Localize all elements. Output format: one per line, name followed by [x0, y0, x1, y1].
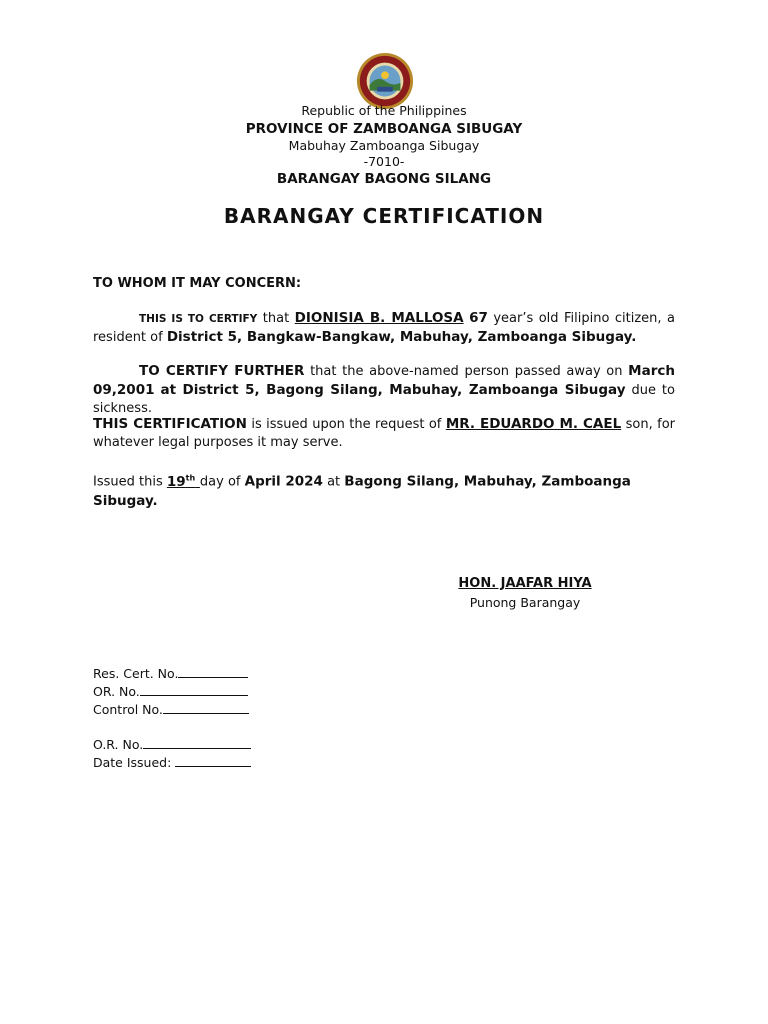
res-cert-label: Res. Cert. No.	[93, 666, 179, 681]
deceased-age: 67	[469, 310, 488, 326]
header-barangay: BARANGAY BAGONG SILANG	[276, 171, 492, 187]
issued-day	[167, 474, 200, 490]
requester-name: MR. EDUARDO M. CAEL	[445, 416, 622, 432]
control-no-line	[163, 702, 249, 714]
issued-dayof: day of	[199, 474, 241, 490]
header-zip: -7010-	[363, 154, 405, 169]
or-no2-field	[93, 737, 251, 752]
resident-address: District 5, Bangkaw-Bangkaw, Mabuhay, Zamboanga Sibugay.	[166, 329, 637, 345]
signatory-name: HON. JAAFAR HIYA	[458, 576, 592, 591]
res-cert-line	[178, 666, 248, 678]
text-request: is issued upon the request of	[251, 417, 442, 432]
death-date: March 09,2001	[93, 363, 675, 398]
issued-day-number: 19	[166, 473, 186, 490]
res-cert-field	[93, 666, 248, 681]
issued-day-suffix: th	[185, 473, 196, 482]
or-no-field	[93, 684, 248, 699]
or-no2-line	[143, 737, 251, 749]
text-purpose: son, for whatever legal purposes it may serve.	[93, 417, 675, 450]
death-place: at District 5, Bagong Silang, Mabuhay, Zamboanga Sibugay	[160, 382, 626, 398]
issued-place: Bagong Silang, Mabuhay, Zamboanga Sibugay.	[93, 473, 631, 509]
header-municipality: Mabuhay Zamboanga Sibugay	[288, 138, 480, 153]
lead-certify: THIS IS TO CERTIFY	[139, 313, 258, 325]
lead-further: TO CERTIFY FURTHER	[139, 363, 305, 379]
date-issued-label: Date Issued:	[93, 755, 172, 770]
text-that: that	[262, 311, 290, 326]
paragraph-request	[93, 415, 675, 452]
lead-certification: THIS CERTIFICATION	[93, 416, 247, 432]
text-resident: year’s old Filipino citizen, a resident of	[93, 311, 675, 345]
date-issued-field	[93, 755, 251, 770]
date-issued-line	[175, 755, 251, 767]
paragraph-further	[93, 362, 675, 418]
control-no-label: Control No.	[93, 702, 163, 717]
header-province: PROVINCE OF ZAMBOANGA SIBUGAY	[245, 121, 523, 137]
salutation: TO WHOM IT MAY CONCERN:	[93, 276, 302, 291]
or-no2-label: O.R. No.	[93, 737, 144, 752]
issued-at: at	[327, 474, 341, 490]
signatory-position: Punong Barangay	[469, 595, 581, 610]
document-title: BARANGAY CERTIFICATION	[223, 204, 545, 228]
header-republic: Republic of the Philippines	[301, 103, 467, 118]
municipal-seal	[356, 52, 414, 110]
issued-line	[93, 469, 675, 511]
text-cause: due to sickness.	[93, 383, 675, 416]
text-passed: that the above-named person passed away on	[310, 364, 623, 379]
deceased-name: DIONISIA B. MALLOSA	[294, 310, 464, 326]
control-no-field	[93, 702, 249, 717]
paragraph-certify	[93, 309, 675, 347]
or-no-line	[140, 684, 248, 696]
issued-prefix: Issued this	[93, 474, 163, 490]
issued-month-year: April 2024	[244, 473, 323, 490]
or-no-label: OR. No.	[93, 684, 140, 699]
